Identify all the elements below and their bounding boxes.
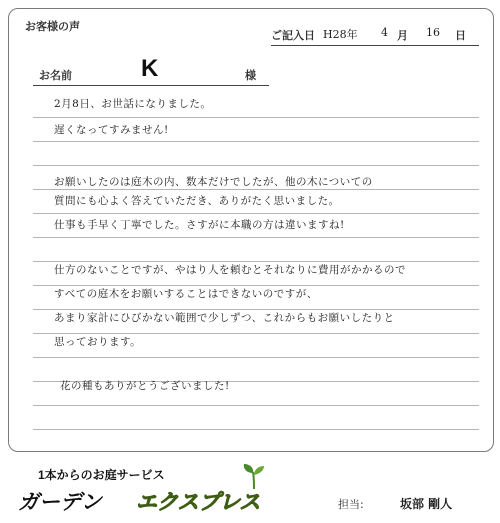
honorific-suffix: 様 xyxy=(245,69,256,82)
message-line: 質問にも心よく答えていただき、ありがたく思いました。 xyxy=(54,195,340,207)
customer-name-label: お名前 xyxy=(39,69,72,82)
message-line: すべての庭木をお願いすることはできないのですが、 xyxy=(54,288,318,300)
sprout-icon xyxy=(242,462,266,490)
entry-date-month: 4 xyxy=(381,26,388,39)
message-line: 花の種もありがとうございました! xyxy=(60,380,230,392)
message-line: 仕事も手早く丁寧でした。さすがに本職の方は違いますね! xyxy=(54,219,345,231)
entry-date-field xyxy=(271,23,479,46)
message-line: あまり家計にひびかない範囲で少しずつ、これからもお願いしたりと xyxy=(54,312,395,324)
service-tagline: 1本からのお庭サービス xyxy=(38,468,165,482)
ruled-line xyxy=(33,237,479,238)
month-label: 月 xyxy=(397,29,408,42)
ruled-line xyxy=(33,189,479,190)
staff-label: 担当: xyxy=(338,498,364,511)
ruled-line xyxy=(33,405,479,406)
ruled-line xyxy=(33,117,479,118)
entry-date-day: 16 xyxy=(426,26,440,39)
ruled-line xyxy=(33,357,479,358)
brand-name-main: ガーデン xyxy=(18,491,102,514)
voice-section-label: お客様の声 xyxy=(25,20,80,33)
message-line: 仕方のないことですが、やはり人を頼むとそれなりに費用がかかるので xyxy=(54,264,406,276)
message-line: お願いしたのは庭木の内、数本だけでしたが、他の木についての xyxy=(54,176,373,188)
staff-name: 坂部 剛人 xyxy=(400,497,453,511)
message-line: 2月8日、お世話になりました。 xyxy=(54,98,212,110)
entry-date-label: ご記入日 xyxy=(271,29,315,42)
ruled-line xyxy=(33,165,479,166)
customer-name-value: K xyxy=(141,55,159,82)
customer-name-field xyxy=(33,55,269,86)
ruled-line xyxy=(33,213,479,214)
ruled-line xyxy=(33,429,479,430)
ruled-line xyxy=(33,141,479,142)
entry-date-year: H28年 xyxy=(323,28,358,41)
message-line: 思っております。 xyxy=(54,336,142,348)
brand-name-accent: エクスプレス xyxy=(136,491,261,514)
day-label: 日 xyxy=(455,29,466,42)
message-line: 遅くなってすみません! xyxy=(54,124,169,136)
